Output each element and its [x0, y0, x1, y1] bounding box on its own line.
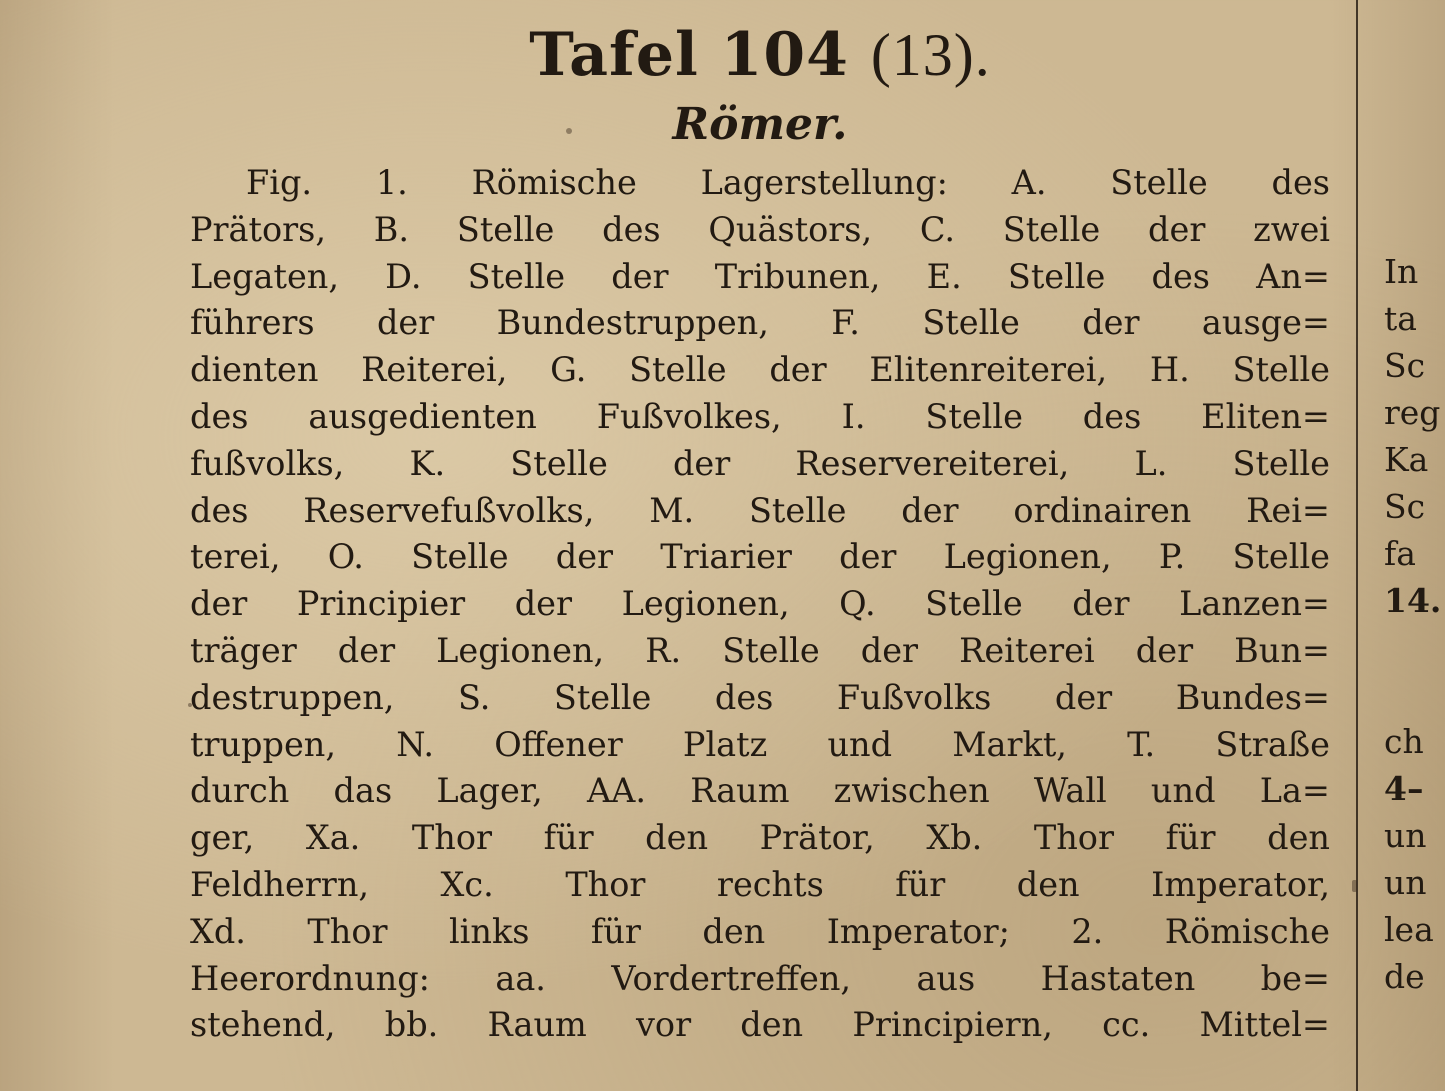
text-line: Heerordnung: aa. Vordertreffen, aus Hastaten be=	[190, 958, 1330, 998]
adjacent-line-fragment: 4–	[1384, 769, 1424, 808]
text-line: Legaten, D. Stelle der Tribunen, E. Stelle des An=	[190, 256, 1330, 296]
adjacent-line-fragment: de	[1384, 957, 1425, 996]
body-paragraph	[190, 160, 1330, 1049]
paper-speck	[1352, 880, 1357, 892]
text-line: träger der Legionen, R. Stelle der Reiterei der Bun=	[190, 630, 1330, 670]
text-line: fußvolks, K. Stelle der Reservereiterei, L. Stelle	[190, 443, 1330, 483]
adjacent-column-fragment	[1384, 248, 1445, 1000]
text-line: stehend, bb. Raum vor den Principiern, cc. Mittel=	[190, 1005, 1330, 1045]
title-plate-number: Tafel 104	[529, 20, 849, 90]
text-line: Feldherrn, Xc. Thor rechts für den Imperator,	[190, 864, 1330, 904]
adjacent-line-fragment: ta	[1384, 299, 1417, 338]
text-line: des Reservefußvolks, M. Stelle der ordinairen Rei=	[190, 490, 1330, 530]
adjacent-line-fragment: In	[1384, 252, 1419, 291]
adjacent-line-fragment: Sc	[1384, 487, 1426, 526]
adjacent-line-fragment: reg	[1384, 393, 1441, 432]
main-column	[190, 18, 1330, 1049]
text-line: truppen, N. Offener Platz und Markt, T. Straße	[190, 724, 1330, 764]
text-line: Prätors, B. Stelle des Quästors, C. Stelle der zwei	[190, 209, 1330, 249]
adjacent-line-fragment: 14.	[1384, 581, 1442, 620]
adjacent-line-fragment: un	[1384, 816, 1427, 855]
page-title	[190, 18, 1330, 92]
text-line: führers der Bundestruppen, F. Stelle der ausge=	[190, 303, 1330, 343]
adjacent-line-fragment: Ka	[1384, 440, 1429, 479]
adjacent-line-fragment: fa	[1384, 534, 1416, 573]
adjacent-line-fragment	[1384, 624, 1445, 671]
adjacent-line-fragment	[1384, 671, 1445, 718]
adjacent-line-fragment: Sc	[1384, 346, 1426, 385]
text-line: durch das Lager, AA. Raum zwischen Wall und La=	[190, 771, 1330, 811]
text-line: dienten Reiterei, G. Stelle der Elitenreiterei, H. Stelle	[190, 350, 1330, 390]
text-line: Fig. 1. Römische Lagerstellung: A. Stelle des	[246, 163, 1330, 202]
paper-speck	[188, 703, 192, 707]
section-heading: Römer.	[672, 99, 848, 150]
column-divider	[1356, 0, 1358, 1091]
adjacent-line-fragment: ch	[1384, 722, 1424, 761]
adjacent-line-fragment: lea	[1384, 910, 1434, 949]
paper-speck	[566, 128, 572, 134]
text-line: destruppen, S. Stelle des Fußvolks der Bundes=	[190, 677, 1330, 717]
text-line: des ausgedienten Fußvolkes, I. Stelle des Eliten=	[190, 396, 1330, 436]
title-plate-sub-number: (13).	[870, 22, 991, 88]
text-line: ger, Xa. Thor für den Prätor, Xb. Thor für den	[190, 818, 1330, 858]
adjacent-line-fragment: un	[1384, 863, 1427, 902]
text-line: Xd. Thor links für den Imperator; 2. Römische	[190, 911, 1330, 951]
text-line: terei, O. Stelle der Triarier der Legionen, P. Stelle	[190, 537, 1330, 577]
text-line: der Principier der Legionen, Q. Stelle der Lanzen=	[190, 584, 1330, 624]
